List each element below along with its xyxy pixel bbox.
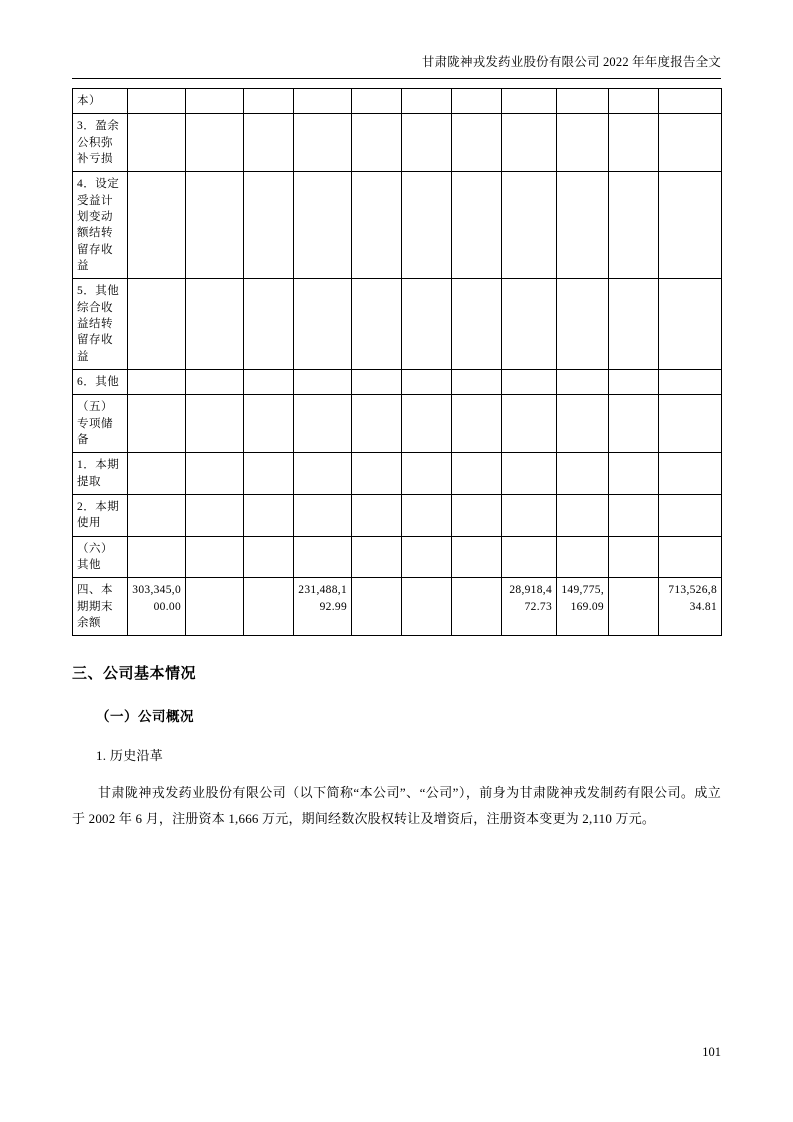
cell — [452, 395, 502, 453]
page-content — [72, 88, 721, 831]
cell — [557, 279, 609, 370]
cell — [452, 578, 502, 636]
cell — [186, 395, 244, 453]
cell — [402, 172, 452, 279]
cell — [244, 578, 294, 636]
cell — [609, 114, 659, 172]
cell — [244, 172, 294, 279]
cell — [502, 279, 557, 370]
cell — [402, 494, 452, 536]
cell — [186, 536, 244, 578]
cell — [609, 172, 659, 279]
body-paragraph: 甘肃陇神戎发药业股份有限公司（以下简称“本公司”、“公司”），前身为甘肃陇神戎发制药有限公司。成立于 2002 年 6 月，注册资本 1,666 万元，期间经数次股权转让及增资后，注册资本变更为 2,110 万元。 — [72, 785, 721, 826]
row-label: 5．其他综合收益结转留存收益 — [73, 279, 128, 370]
item-heading: 1. 历史沿革 — [96, 748, 164, 764]
cell — [659, 89, 722, 114]
row-label: 2．本期使用 — [73, 494, 128, 536]
cell — [452, 369, 502, 394]
cell — [352, 536, 402, 578]
row-label: （六）其他 — [73, 536, 128, 578]
cell — [502, 89, 557, 114]
cell — [352, 172, 402, 279]
cell — [659, 453, 722, 495]
cell — [452, 89, 502, 114]
cell — [659, 536, 722, 578]
cell — [609, 536, 659, 578]
cell — [186, 578, 244, 636]
cell — [502, 494, 557, 536]
cell — [402, 114, 452, 172]
cell — [557, 369, 609, 394]
page-number: 101 — [702, 1045, 721, 1059]
row-label: 1．本期提取 — [73, 453, 128, 495]
table-row-total — [73, 578, 722, 636]
cell — [128, 114, 186, 172]
cell — [452, 453, 502, 495]
cell — [128, 279, 186, 370]
cell — [557, 453, 609, 495]
cell — [244, 89, 294, 114]
cell — [402, 395, 452, 453]
cell — [502, 369, 557, 394]
cell — [659, 279, 722, 370]
cell — [244, 369, 294, 394]
table-row — [73, 453, 722, 495]
cell — [128, 369, 186, 394]
cell — [659, 172, 722, 279]
cell — [186, 279, 244, 370]
cell — [452, 536, 502, 578]
table-row — [73, 279, 722, 370]
header-divider — [72, 78, 721, 79]
cell — [609, 578, 659, 636]
cell — [128, 453, 186, 495]
table-row — [73, 369, 722, 394]
cell — [186, 453, 244, 495]
cell — [294, 453, 352, 495]
cell — [402, 536, 452, 578]
row-label: 4．设定受益计划变动额结转留存收益 — [73, 172, 128, 279]
cell — [244, 494, 294, 536]
table-row — [73, 114, 722, 172]
cell — [502, 395, 557, 453]
page-header: 甘肃陇神戎发药业股份有限公司 2022 年年度报告全文 — [421, 55, 721, 69]
cell — [557, 114, 609, 172]
cell — [186, 172, 244, 279]
row-label: 6．其他 — [73, 369, 128, 394]
cell — [128, 395, 186, 453]
cell — [557, 536, 609, 578]
cell — [352, 279, 402, 370]
row-label: 四、本期期末余额 — [73, 578, 128, 636]
cell — [502, 453, 557, 495]
row-label: 本） — [73, 89, 128, 114]
cell — [294, 395, 352, 453]
cell — [609, 453, 659, 495]
cell — [502, 114, 557, 172]
cell — [557, 395, 609, 453]
cell: 303,345,000.00 — [128, 578, 186, 636]
table-row — [73, 494, 722, 536]
cell — [609, 395, 659, 453]
equity-change-table — [72, 88, 722, 636]
cell: 149,775,169.09 — [557, 578, 609, 636]
cell — [402, 89, 452, 114]
cell — [294, 536, 352, 578]
cell — [244, 453, 294, 495]
table-row — [73, 172, 722, 279]
cell — [186, 369, 244, 394]
cell — [294, 114, 352, 172]
row-label: （五）专项储备 — [73, 395, 128, 453]
row-label: 3．盈余公积弥补亏损 — [73, 114, 128, 172]
cell — [659, 369, 722, 394]
cell — [294, 89, 352, 114]
cell — [659, 395, 722, 453]
table-row — [73, 395, 722, 453]
cell — [402, 369, 452, 394]
table-row — [73, 89, 722, 114]
cell — [352, 89, 402, 114]
cell — [557, 494, 609, 536]
cell — [659, 494, 722, 536]
cell — [352, 578, 402, 636]
cell — [452, 279, 502, 370]
cell — [402, 578, 452, 636]
cell — [294, 494, 352, 536]
cell — [186, 114, 244, 172]
cell — [352, 453, 402, 495]
cell — [186, 89, 244, 114]
cell — [294, 369, 352, 394]
cell — [244, 114, 294, 172]
cell — [352, 494, 402, 536]
cell — [452, 114, 502, 172]
cell — [402, 279, 452, 370]
cell — [128, 89, 186, 114]
cell — [244, 279, 294, 370]
cell — [609, 369, 659, 394]
cell — [557, 89, 609, 114]
cell: 28,918,472.73 — [502, 578, 557, 636]
cell — [352, 114, 402, 172]
cell — [452, 494, 502, 536]
cell — [609, 279, 659, 370]
cell — [244, 536, 294, 578]
cell — [452, 172, 502, 279]
cell: 713,526,834.81 — [659, 578, 722, 636]
cell — [186, 494, 244, 536]
cell — [128, 172, 186, 279]
cell — [502, 172, 557, 279]
cell — [244, 395, 294, 453]
cell — [609, 494, 659, 536]
table-row — [73, 536, 722, 578]
cell — [294, 279, 352, 370]
cell — [128, 494, 186, 536]
cell — [128, 536, 186, 578]
cell — [402, 453, 452, 495]
cell — [557, 172, 609, 279]
cell — [352, 395, 402, 453]
cell — [609, 89, 659, 114]
cell — [659, 114, 722, 172]
subsection-heading: （一）公司概况 — [96, 709, 194, 725]
cell — [294, 172, 352, 279]
cell — [352, 369, 402, 394]
cell: 231,488,192.99 — [294, 578, 352, 636]
section-heading: 三、公司基本情况 — [72, 665, 197, 683]
cell — [502, 536, 557, 578]
